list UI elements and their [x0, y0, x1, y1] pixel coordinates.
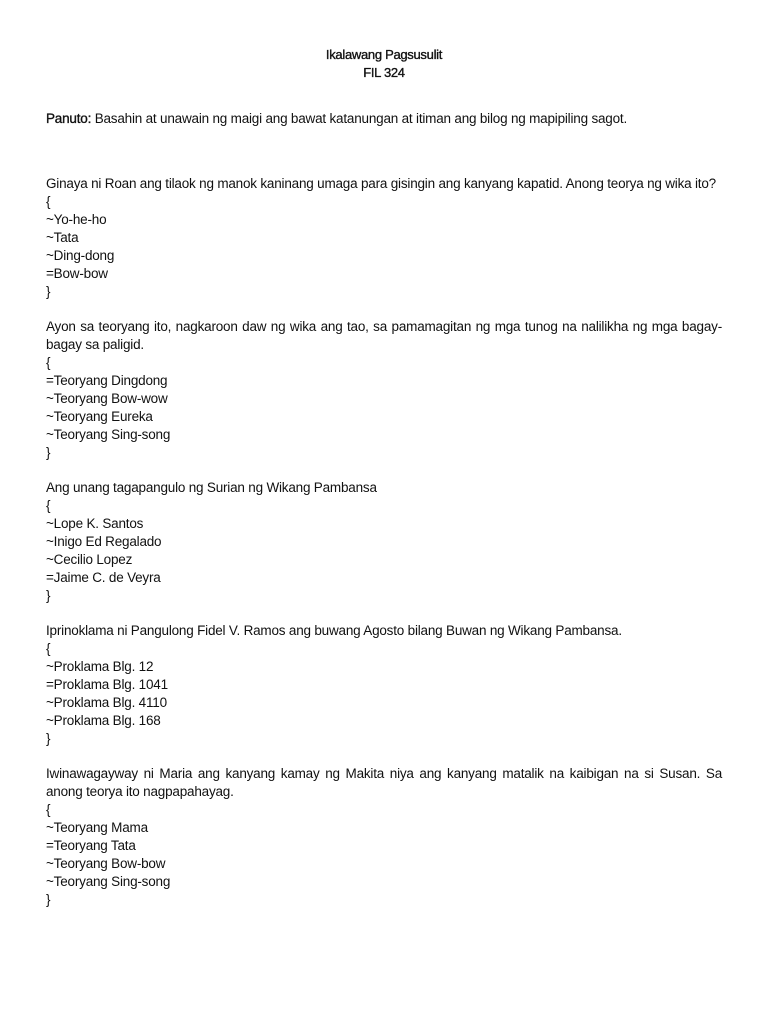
choice: ~Teoryang Sing-song	[46, 427, 171, 442]
choice: ~Teoryang Mama	[46, 820, 148, 835]
question-3	[46, 479, 722, 605]
choice-correct: =Teoryang Tata	[46, 838, 136, 853]
question-text: Ayon sa teoryang ito, nagkaroon daw ng wika ang tao, sa pamamagitan ng mga tunog na nalilikha ng mga bagay-bagay sa paligid.	[46, 319, 722, 352]
brace-close: }	[46, 892, 51, 907]
brace-close: }	[46, 445, 51, 460]
choice: ~Proklama Blg. 12	[46, 659, 154, 674]
question-text: Iwinawagayway ni Maria ang kanyang kamay ng Makita niya ang kanyang matalik na kaibigan na si Susan. Sa anong teorya ito nagpapahayag.	[46, 766, 722, 799]
brace-open: {	[46, 194, 51, 209]
choice: ~Teoryang Bow-bow	[46, 856, 166, 871]
choice: ~Ding-dong	[46, 248, 115, 263]
choice: ~Cecilio Lopez	[46, 552, 133, 567]
brace-open: {	[46, 355, 51, 370]
document-header	[0, 46, 768, 82]
question-text: Iprinoklama ni Pangulong Fidel V. Ramos ang buwang Agosto bilang Buwan ng Wikang Pambansa.	[46, 623, 622, 638]
question-2	[46, 318, 722, 462]
instructions-label: Panuto:	[46, 111, 92, 126]
choice: ~Tata	[46, 230, 79, 245]
brace-open: {	[46, 498, 51, 513]
choice: ~Teoryang Sing-song	[46, 874, 171, 889]
brace-close: }	[46, 731, 51, 746]
choice-correct: =Teoryang Dingdong	[46, 373, 168, 388]
brace-open: {	[46, 802, 51, 817]
instructions-text: Basahin at unawain ng maigi ang bawat katanungan at itiman ang bilog ng mapipiling sagot.	[91, 111, 628, 126]
instructions	[46, 110, 722, 128]
question-text: Ginaya ni Roan ang tilaok ng manok kaninang umaga para gisingin ang kanyang kapatid. Anong teorya ng wika ito?	[46, 176, 716, 191]
choice: ~Lope K. Santos	[46, 516, 144, 531]
question-text: Ang unang tagapangulo ng Surian ng Wikang Pambansa	[46, 480, 377, 495]
question-1	[46, 175, 722, 301]
question-4	[46, 622, 722, 748]
brace-close: }	[46, 284, 51, 299]
choice: ~Teoryang Bow-wow	[46, 391, 168, 406]
choice-correct: =Jaime C. de Veyra	[46, 570, 161, 585]
choice: ~Proklama Blg. 168	[46, 713, 161, 728]
exam-title: Ikalawang Pagsusulit	[325, 47, 443, 62]
choice-correct: =Bow-bow	[46, 266, 108, 281]
choice: ~Teoryang Eureka	[46, 409, 153, 424]
question-list	[46, 175, 722, 926]
brace-close: }	[46, 588, 51, 603]
question-5	[46, 765, 722, 909]
brace-open: {	[46, 641, 51, 656]
choice-correct: =Proklama Blg. 1041	[46, 677, 168, 692]
course-code: FIL 324	[363, 65, 405, 80]
choice: ~Proklama Blg. 4110	[46, 695, 167, 710]
choice: ~Inigo Ed Regalado	[46, 534, 162, 549]
choice: ~Yo-he-ho	[46, 212, 107, 227]
